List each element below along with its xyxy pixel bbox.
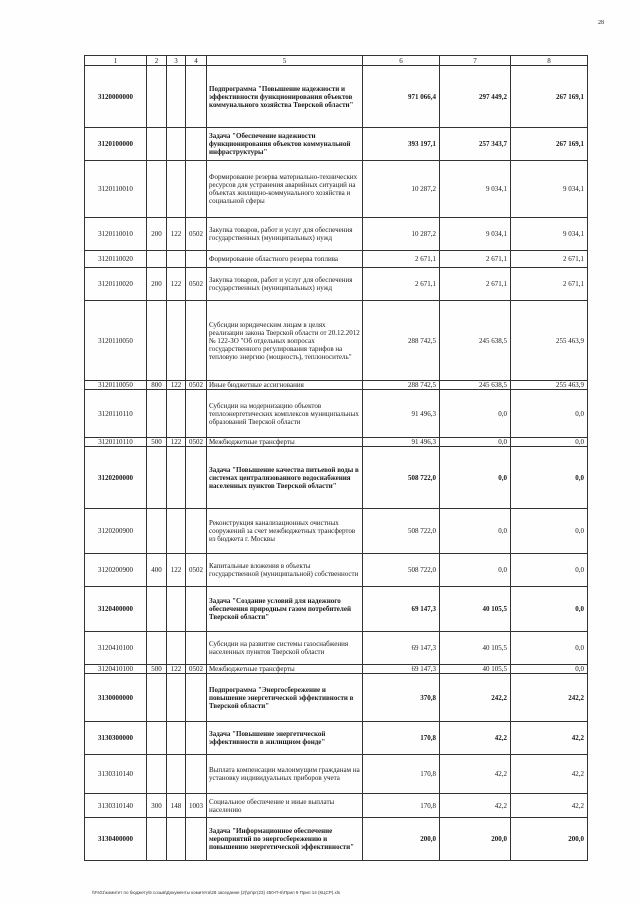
column-header: 2 <box>147 56 167 66</box>
table-row <box>85 722 588 755</box>
table-row <box>85 665 588 674</box>
description-cell: Подпрограмма "Энергосбережение и повышение энергетической эффективности в Тверской области" <box>207 674 363 722</box>
amount-cell-6: 2 671,1 <box>363 268 440 301</box>
amount-cell-8: 9 034,1 <box>511 218 588 251</box>
description-cell: Задача "Обеспечение надежности функционирования объектов коммунальной инфраструктуры" <box>207 128 363 161</box>
section-cell <box>186 674 207 722</box>
code-cell: 3130400000 <box>85 818 147 861</box>
type-cell <box>147 818 167 861</box>
amount-cell-7: 257 343,7 <box>440 128 511 161</box>
section-cell <box>186 161 207 218</box>
amount-cell-8: 267 169,1 <box>511 66 588 128</box>
code-cell: 3120110110 <box>85 438 147 447</box>
admin-cell <box>167 128 186 161</box>
code-cell: 3120400000 <box>85 587 147 632</box>
amount-cell-7: 0,0 <box>440 390 511 438</box>
amount-cell-6: 10 287,2 <box>363 161 440 218</box>
admin-cell <box>167 251 186 268</box>
amount-cell-6: 508 722,0 <box>363 554 440 587</box>
admin-cell <box>167 301 186 381</box>
description-cell: Субсидии на развитие системы газоснабжения населенных пунктов Тверской области <box>207 632 363 665</box>
amount-cell-6: 288 742,5 <box>363 381 440 390</box>
amount-cell-6: 170,8 <box>363 794 440 818</box>
section-cell <box>186 128 207 161</box>
amount-cell-7: 242,2 <box>440 674 511 722</box>
column-header: 7 <box>440 56 511 66</box>
admin-cell: 122 <box>167 554 186 587</box>
table-row <box>85 128 588 161</box>
section-cell: 1003 <box>186 794 207 818</box>
admin-cell <box>167 722 186 755</box>
description-cell: Задача "Повышение качества питьевой воды в системах централизованного водоснабжения населенных пунктов Тверской области" <box>207 447 363 509</box>
amount-cell-7: 245 638,5 <box>440 381 511 390</box>
amount-cell-7: 2 671,1 <box>440 251 511 268</box>
code-cell: 3120110110 <box>85 390 147 438</box>
table-row <box>85 268 588 301</box>
code-cell: 3130310140 <box>85 794 147 818</box>
section-cell <box>186 509 207 554</box>
column-header: 6 <box>363 56 440 66</box>
amount-cell-6: 200,0 <box>363 818 440 861</box>
type-cell <box>147 755 167 794</box>
code-cell: 3120100000 <box>85 128 147 161</box>
section-cell <box>186 66 207 128</box>
amount-cell-8: 267 169,1 <box>511 128 588 161</box>
section-cell <box>186 755 207 794</box>
amount-cell-8: 0,0 <box>511 587 588 632</box>
column-header: 5 <box>207 56 363 66</box>
amount-cell-6: 288 742,5 <box>363 301 440 381</box>
section-cell <box>186 632 207 665</box>
admin-cell <box>167 755 186 794</box>
amount-cell-8: 42,2 <box>511 755 588 794</box>
description-cell: Задача "Информационное обеспечение мероприятий по энергосбережению и повышению энергетической эффективности" <box>207 818 363 861</box>
code-cell: 3120110050 <box>85 301 147 381</box>
amount-cell-7: 9 034,1 <box>440 161 511 218</box>
table-row <box>85 818 588 861</box>
type-cell <box>147 632 167 665</box>
table-row <box>85 390 588 438</box>
amount-cell-8: 9 034,1 <box>511 161 588 218</box>
amount-cell-6: 508 722,0 <box>363 447 440 509</box>
admin-cell <box>167 632 186 665</box>
code-cell: 3130310140 <box>85 755 147 794</box>
amount-cell-7: 0,0 <box>440 509 511 554</box>
code-cell: 3120110010 <box>85 218 147 251</box>
code-cell: 3130300000 <box>85 722 147 755</box>
amount-cell-6: 2 671,1 <box>363 251 440 268</box>
type-cell: 400 <box>147 554 167 587</box>
table-row <box>85 794 588 818</box>
amount-cell-8: 242,2 <box>511 674 588 722</box>
code-cell: 3120000000 <box>85 66 147 128</box>
table-body <box>85 66 588 861</box>
admin-cell: 122 <box>167 665 186 674</box>
code-cell: 3120110020 <box>85 268 147 301</box>
table-header <box>85 56 588 66</box>
footer-file-path: \\Fs01\комитет по бюджету\6 созыв\Документы комитета\28 заседание (2)\рг\рг(23) 450-П-6\Прил 9 Прил 14 (КЦСР).xls <box>92 890 340 895</box>
amount-cell-6: 69 147,3 <box>363 632 440 665</box>
admin-cell <box>167 390 186 438</box>
amount-cell-6: 69 147,3 <box>363 665 440 674</box>
amount-cell-8: 0,0 <box>511 447 588 509</box>
section-cell: 0502 <box>186 381 207 390</box>
section-cell: 0502 <box>186 268 207 301</box>
admin-cell <box>167 674 186 722</box>
admin-cell <box>167 66 186 128</box>
amount-cell-7: 0,0 <box>440 438 511 447</box>
amount-cell-7: 0,0 <box>440 554 511 587</box>
section-cell: 0502 <box>186 438 207 447</box>
admin-cell <box>167 509 186 554</box>
table-row <box>85 218 588 251</box>
amount-cell-8: 255 463,9 <box>511 301 588 381</box>
type-cell: 500 <box>147 665 167 674</box>
type-cell: 500 <box>147 438 167 447</box>
amount-cell-8: 2 671,1 <box>511 268 588 301</box>
admin-cell <box>167 161 186 218</box>
type-cell <box>147 587 167 632</box>
table-row <box>85 447 588 509</box>
admin-cell: 148 <box>167 794 186 818</box>
table-row <box>85 161 588 218</box>
amount-cell-6: 370,8 <box>363 674 440 722</box>
table-row <box>85 381 588 390</box>
amount-cell-6: 393 197,1 <box>363 128 440 161</box>
amount-cell-6: 508 722,0 <box>363 509 440 554</box>
budget-table <box>84 55 588 861</box>
amount-cell-6: 91 496,3 <box>363 390 440 438</box>
amount-cell-7: 40 105,5 <box>440 587 511 632</box>
amount-cell-8: 0,0 <box>511 438 588 447</box>
description-cell: Закупка товаров, работ и услуг для обеспечения государственных (муниципальных) нужд <box>207 268 363 301</box>
description-cell: Межбюджетные трансферты <box>207 665 363 674</box>
admin-cell: 122 <box>167 268 186 301</box>
table-row <box>85 251 588 268</box>
section-cell <box>186 390 207 438</box>
code-cell: 3120410100 <box>85 665 147 674</box>
code-cell: 3120110050 <box>85 381 147 390</box>
section-cell <box>186 818 207 861</box>
amount-cell-7: 245 638,5 <box>440 301 511 381</box>
description-cell: Формирование областного резерва топлива <box>207 251 363 268</box>
admin-cell: 122 <box>167 438 186 447</box>
type-cell <box>147 447 167 509</box>
code-cell: 3130000000 <box>85 674 147 722</box>
amount-cell-7: 42,2 <box>440 794 511 818</box>
amount-cell-8: 0,0 <box>511 665 588 674</box>
section-cell: 0502 <box>186 665 207 674</box>
table-row <box>85 674 588 722</box>
amount-cell-7: 40 105,5 <box>440 665 511 674</box>
type-cell: 200 <box>147 268 167 301</box>
column-header: 3 <box>167 56 186 66</box>
section-cell <box>186 301 207 381</box>
description-cell: Подпрограмма "Повышение надежности и эффективности функционирования объектов коммунального хозяйства Тверской области" <box>207 66 363 128</box>
amount-cell-7: 9 034,1 <box>440 218 511 251</box>
description-cell: Субсидии на модернизацию объектов теплоэнергетических комплексов муниципальных образований Тверской области <box>207 390 363 438</box>
amount-cell-7: 297 449,2 <box>440 66 511 128</box>
section-cell <box>186 251 207 268</box>
amount-cell-8: 0,0 <box>511 390 588 438</box>
amount-cell-7: 200,0 <box>440 818 511 861</box>
table-row <box>85 438 588 447</box>
amount-cell-8: 0,0 <box>511 554 588 587</box>
type-cell <box>147 301 167 381</box>
column-header: 1 <box>85 56 147 66</box>
amount-cell-8: 42,2 <box>511 722 588 755</box>
code-cell: 3120200000 <box>85 447 147 509</box>
description-cell: Межбюджетные трансферты <box>207 438 363 447</box>
description-cell: Субсидии юридическим лицам в целях реализации закона Тверской области от 20.12.2012 № 122-ЗО "Об отдельных вопросах государственного регулирования тарифов на тепловую энергию (мощность), теплоноситель" <box>207 301 363 381</box>
amount-cell-6: 170,8 <box>363 755 440 794</box>
amount-cell-6: 971 066,4 <box>363 66 440 128</box>
code-cell: 3120200900 <box>85 509 147 554</box>
description-cell: Задача "Повышение энергетической эффективности в жилищном фонде" <box>207 722 363 755</box>
column-header: 4 <box>186 56 207 66</box>
table-row <box>85 632 588 665</box>
code-cell: 3120110010 <box>85 161 147 218</box>
amount-cell-8: 200,0 <box>511 818 588 861</box>
amount-cell-8: 0,0 <box>511 632 588 665</box>
description-cell: Закупка товаров, работ и услуг для обеспечения государственных (муниципальных) нужд <box>207 218 363 251</box>
section-cell <box>186 722 207 755</box>
amount-cell-8: 2 671,1 <box>511 251 588 268</box>
column-header: 8 <box>511 56 588 66</box>
section-cell <box>186 447 207 509</box>
amount-cell-7: 40 105,5 <box>440 632 511 665</box>
amount-cell-7: 42,2 <box>440 722 511 755</box>
type-cell <box>147 674 167 722</box>
admin-cell <box>167 587 186 632</box>
type-cell <box>147 161 167 218</box>
section-cell: 0502 <box>186 218 207 251</box>
description-cell: Социальное обеспечение и иные выплаты населению <box>207 794 363 818</box>
code-cell: 3120110020 <box>85 251 147 268</box>
type-cell <box>147 251 167 268</box>
amount-cell-6: 91 496,3 <box>363 438 440 447</box>
type-cell: 200 <box>147 218 167 251</box>
amount-cell-8: 0,0 <box>511 509 588 554</box>
amount-cell-7: 0,0 <box>440 447 511 509</box>
table-row <box>85 509 588 554</box>
code-cell: 3120200900 <box>85 554 147 587</box>
amount-cell-6: 69 147,3 <box>363 587 440 632</box>
table-row <box>85 301 588 381</box>
amount-cell-8: 255 463,9 <box>511 381 588 390</box>
section-cell <box>186 587 207 632</box>
description-cell: Реконструкция канализационных очистных сооружений за счет межбюджетных трансфертов из бюджета г. Москвы <box>207 509 363 554</box>
amount-cell-6: 10 287,2 <box>363 218 440 251</box>
type-cell <box>147 66 167 128</box>
admin-cell: 122 <box>167 381 186 390</box>
amount-cell-6: 170,8 <box>363 722 440 755</box>
description-cell: Иные бюджетные ассигнования <box>207 381 363 390</box>
table-row <box>85 66 588 128</box>
description-cell: Капитальные вложения в объекты государственной (муниципальной) собственности <box>207 554 363 587</box>
description-cell: Выплата компенсации малоимущим гражданам на установку индивидуальных приборов учета <box>207 755 363 794</box>
table-row <box>85 587 588 632</box>
code-cell: 3120410100 <box>85 632 147 665</box>
type-cell: 300 <box>147 794 167 818</box>
type-cell <box>147 509 167 554</box>
type-cell <box>147 722 167 755</box>
amount-cell-7: 42,2 <box>440 755 511 794</box>
amount-cell-8: 42,2 <box>511 794 588 818</box>
table-row <box>85 554 588 587</box>
admin-cell: 122 <box>167 218 186 251</box>
type-cell <box>147 390 167 438</box>
type-cell <box>147 128 167 161</box>
page-number: 28 <box>598 20 604 26</box>
admin-cell <box>167 818 186 861</box>
admin-cell <box>167 447 186 509</box>
type-cell: 800 <box>147 381 167 390</box>
table-row <box>85 755 588 794</box>
description-cell: Формирование резерва материально-технических ресурсов для устранения аварийных ситуаций на объектах жилищно-коммунального хозяйства и социальной сферы <box>207 161 363 218</box>
section-cell: 0502 <box>186 554 207 587</box>
amount-cell-7: 2 671,1 <box>440 268 511 301</box>
description-cell: Задача "Создание условий для надежного обеспечения природным газом потребителей Тверской области" <box>207 587 363 632</box>
